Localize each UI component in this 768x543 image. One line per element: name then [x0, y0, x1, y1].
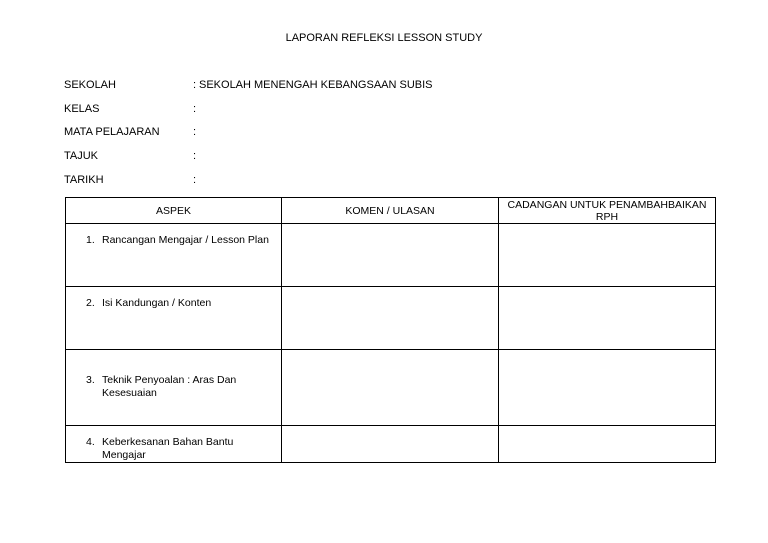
aspek-text: Rancangan Mengajar / Lesson Plan: [102, 234, 269, 246]
aspek-number: 3.: [86, 374, 95, 386]
aspek-number: 2.: [86, 297, 95, 309]
header-komen: KOMEN / ULASAN: [282, 198, 499, 224]
table-header-row: [66, 198, 716, 224]
aspek-cell: [66, 350, 282, 426]
aspek-number: 1.: [86, 234, 95, 246]
field-label: SEKOLAH: [64, 79, 116, 91]
field-label: TAJUK: [64, 150, 99, 162]
aspek-text: Isi Kandungan / Konten: [102, 297, 212, 309]
field-colon: :: [193, 79, 197, 91]
cadangan-cell[interactable]: [499, 350, 716, 426]
table-row: [66, 350, 716, 426]
aspek-cell: [66, 426, 282, 463]
field-label: MATA PELAJARAN: [64, 126, 160, 138]
aspek-text: Keberkesanan Bahan Bantu Mengajar: [102, 436, 234, 461]
komen-cell[interactable]: [282, 426, 499, 463]
field-colon: :: [193, 150, 197, 162]
komen-cell[interactable]: [282, 350, 499, 426]
aspek-cell: [66, 287, 282, 350]
table-row: [66, 224, 716, 287]
aspek-text: Teknik Penyoalan : Aras Dan Kesesuaian: [102, 374, 237, 399]
field-colon: :: [193, 126, 197, 138]
cadangan-cell[interactable]: [499, 287, 716, 350]
cadangan-cell[interactable]: [499, 224, 716, 287]
field-value: SEKOLAH MENENGAH KEBANGSAAN SUBIS: [199, 79, 433, 91]
report-title: LAPORAN REFLEKSI LESSON STUDY: [285, 32, 483, 44]
aspek-cell: [66, 224, 282, 287]
komen-cell[interactable]: [282, 287, 499, 350]
reflection-table: [65, 197, 716, 463]
field-colon: :: [193, 103, 197, 115]
field-label: TARIKH: [64, 174, 104, 186]
table-row: [66, 426, 716, 463]
field-label: KELAS: [64, 103, 100, 115]
cadangan-cell[interactable]: [499, 426, 716, 463]
table-row: [66, 287, 716, 350]
komen-cell[interactable]: [282, 224, 499, 287]
aspek-number: 4.: [86, 436, 95, 448]
header-aspek: ASPEK: [66, 198, 282, 224]
header-cadangan: CADANGAN UNTUK PENAMBAHBAIKAN RPH: [499, 198, 716, 224]
field-colon: :: [193, 174, 197, 186]
